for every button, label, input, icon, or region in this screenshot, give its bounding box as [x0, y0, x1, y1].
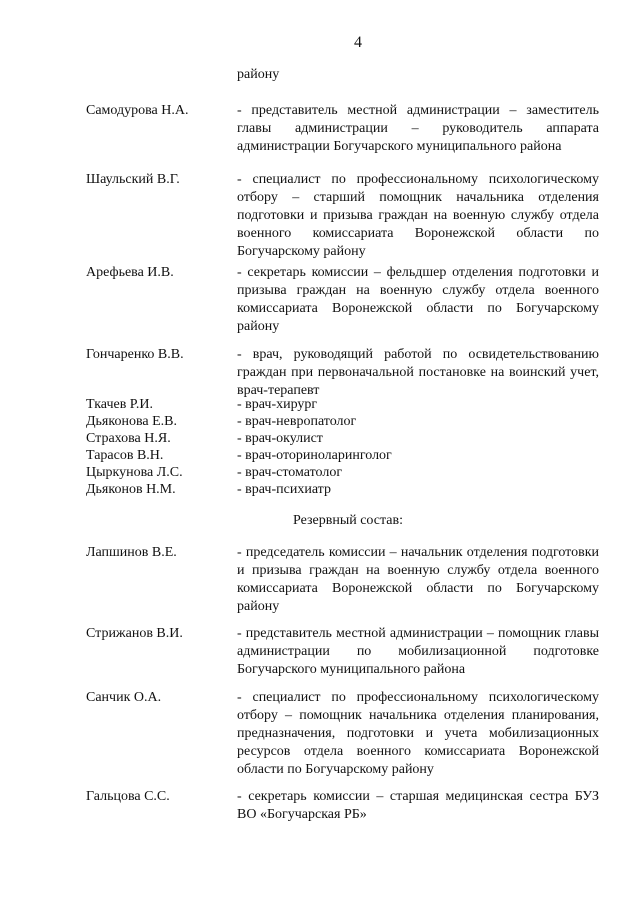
- reserve-heading: Резервный состав:: [292, 513, 403, 528]
- member-description: - секретарь комиссии – фельдшер отделения подготовки и призыва граждан на военную службу отдела военного комиссариата Воронежской области по Богучарскому району: [237, 265, 599, 334]
- member-description: - специалист по профессиональному психологическому отбору – старший помощник начальника отделения подготовки и призыва граждан на военную службу отдела военного комиссариата Воронежской области по Богучарскому району: [237, 172, 599, 259]
- member-name: Самодурова Н.А.: [86, 103, 189, 118]
- reserve-member-name: Лапшинов В.Е.: [86, 545, 177, 560]
- member-description: - представитель местной администрации – заместитель главы администрации – руководитель аппарата администрации Богучарского муниципального района: [237, 103, 599, 154]
- page-number: 4: [354, 34, 362, 51]
- reserve-member-description: - представитель местной администрации – помощник главы администрации по мобилизационной подготовке Богучарского муниципального района: [237, 626, 599, 677]
- reserve-member-name: Стрижанов В.И.: [86, 626, 183, 641]
- reserve-member-name: Санчик О.А.: [86, 690, 162, 705]
- reserve-member-description: - председатель комиссии – начальник отделения подготовки и призыва граждан на военную службу отдела военного комиссариата Воронежской области по Богучарскому району: [237, 545, 599, 614]
- doctor-name: Цыркунова Л.С.: [86, 465, 183, 480]
- member-name: Гончаренко В.В.: [86, 347, 184, 362]
- doctor-specialty: - врач-невропатолог: [237, 414, 357, 429]
- doctor-name: Страхова Н.Я.: [86, 431, 171, 446]
- reserve-member-description: - специалист по профессиональному психологическому отбору – помощник начальника отделения планирования, предназначения, подготовки и учета мобилизационных ресурсов отдела военного комиссариата Воронежской области по Богучарскому району: [237, 690, 599, 777]
- reserve-member-description: - секретарь комиссии – старшая медицинская сестра БУЗ ВО «Богучарская РБ»: [237, 789, 599, 822]
- doctor-specialty: - врач-окулист: [237, 431, 323, 446]
- doctor-specialty: - врач-стоматолог: [237, 465, 343, 480]
- doctor-name: Ткачев Р.И.: [86, 397, 153, 412]
- member-name: Арефьева И.В.: [86, 265, 174, 280]
- doctor-name: Тарасов В.Н.: [86, 448, 164, 463]
- doctor-name: Дьяконов Н.М.: [86, 482, 176, 497]
- continuation-text: району: [237, 67, 280, 82]
- doctor-name: Дьяконова Е.В.: [86, 414, 177, 429]
- reserve-member-name: Гальцова С.С.: [86, 789, 170, 804]
- member-description: - врач, руководящий работой по освидетельствованию граждан при первоначальной постановке на воинский учет, врач-терапевт: [237, 347, 599, 398]
- doctor-specialty: - врач-хирург: [237, 397, 318, 412]
- member-name: Шаульский В.Г.: [86, 172, 180, 187]
- doctor-specialty: - врач-оториноларинголог: [237, 448, 392, 463]
- doctor-specialty: - врач-психиатр: [237, 482, 331, 497]
